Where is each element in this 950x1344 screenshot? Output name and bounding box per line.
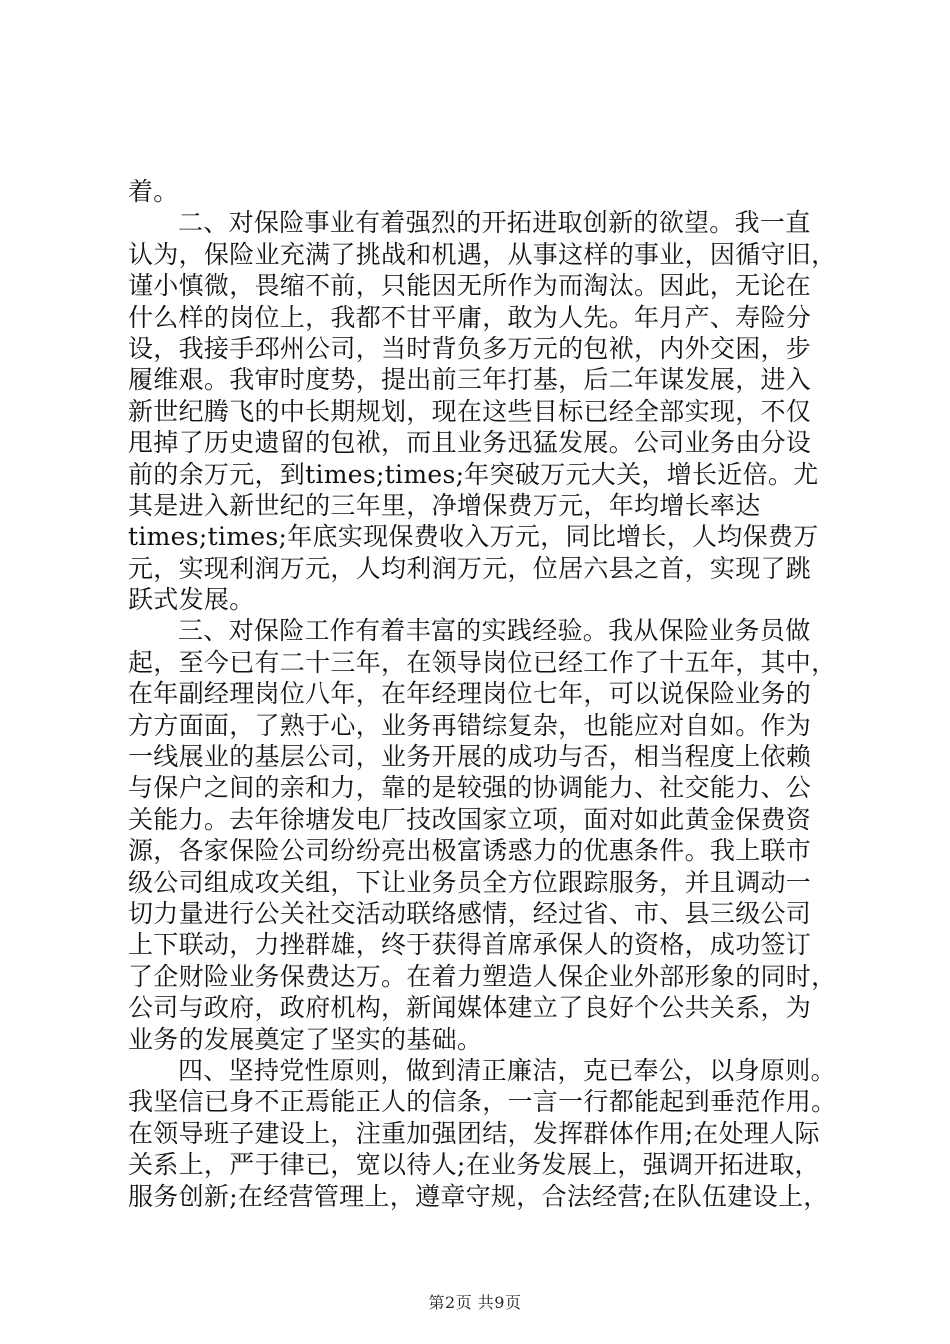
text-line: 其是进入新世纪的三年里，净增保费万元，年均增长率达	[128, 490, 761, 520]
text-line: 在领导班子建设上，注重加强团结，发挥群体作用;在处理人际	[128, 1118, 820, 1148]
text-line: 三、对保险工作有着丰富的实践经验。我从保险业务员做	[178, 616, 811, 646]
text-line: 跃式发展。	[128, 585, 255, 615]
text-line: 设，我接手邳州公司，当时背负多万元的包袱，内外交困，步	[128, 333, 812, 363]
text-line: 着。	[128, 177, 179, 206]
text-line: 新世纪腾飞的中长期规划，现在这些目标已经全部实现，不仅	[128, 396, 812, 426]
text-line: 什么样的岗位上，我都不甘平庸，敢为人先。年月产、寿险分	[128, 302, 812, 332]
text-line: 上下联动，力挫群雄，终于获得首席承保人的资格，成功签订	[128, 930, 812, 960]
text-line: 业务的发展奠定了坚实的基础。	[128, 1024, 483, 1054]
text-line: 级公司组成攻关组，下让业务员全方位跟踪服务，并且调动一	[128, 867, 812, 897]
text-line: 甩掉了历史遗留的包袱，而且业务迅猛发展。公司业务由分设	[128, 428, 812, 458]
text-line: times;times;年底实现保费收入万元，同比增长，人均保费万	[128, 522, 819, 552]
text-line: 关系上，严于律已，宽以待人;在业务发展上，强调开拓进取，	[128, 1150, 820, 1180]
text-line: 切力量进行公关社交活动联络感情，经过省、市、县三级公司	[128, 898, 812, 928]
body-text	[128, 176, 848, 1212]
text-line: 元，实现利润万元，人均利润万元，位居六县之首，实现了跳	[128, 553, 812, 583]
text-line: 前的余万元，到times;times;年突破万元大关，增长近倍。尤	[128, 459, 819, 489]
text-line: 谨小慎微，畏缩不前，只能因无所作为而淘汰。因此，无论在	[128, 271, 812, 301]
text-line: 一线展业的基层公司，业务开展的成功与否，相当程度上依赖	[128, 742, 812, 772]
text-line: 源，各家保险公司纷纷亮出极富诱惑力的优惠条件。我上联市	[128, 836, 812, 866]
text-line: 公司与政府，政府机构，新闻媒体建立了良好个公共关系，为	[128, 993, 812, 1023]
text-line: 了企财险业务保费达万。在着力塑造人保企业外部形象的同时，	[128, 961, 837, 991]
text-line: 我坚信已身不正焉能正人的信条，一言一行都能起到垂范作用。	[128, 1087, 837, 1117]
text-line: 与保户之间的亲和力，靠的是较强的协调能力、社交能力、公	[128, 773, 812, 803]
text-line: 服务创新;在经营管理上，遵章守规，合法经营;在队伍建设上，	[128, 1181, 829, 1211]
text-line: 关能力。去年徐塘发电厂技改国家立项，面对如此黄金保费资	[128, 804, 812, 834]
text-line: 二、对保险事业有着强烈的开拓进取创新的欲望。我一直	[178, 208, 811, 238]
page-footer: 第2页 共9页	[428, 1293, 522, 1312]
text-line: 履维艰。我审时度势，提出前三年打基，后二年谋发展，进入	[128, 365, 812, 395]
text-line: 四、坚持党性原则，做到清正廉洁，克已奉公，以身原则。	[178, 1055, 836, 1085]
text-line: 起，至今已有二十三年，在领导岗位已经工作了十五年，其中，	[128, 647, 837, 677]
text-line: 认为，保险业充满了挑战和机遇，从事这样的事业，因循守旧，	[128, 239, 837, 269]
text-line: 在年副经理岗位八年，在年经理岗位七年，可以说保险业务的	[128, 679, 812, 709]
text-line: 方方面面，了熟于心，业务再错综复杂，也能应对自如。作为	[128, 710, 812, 740]
